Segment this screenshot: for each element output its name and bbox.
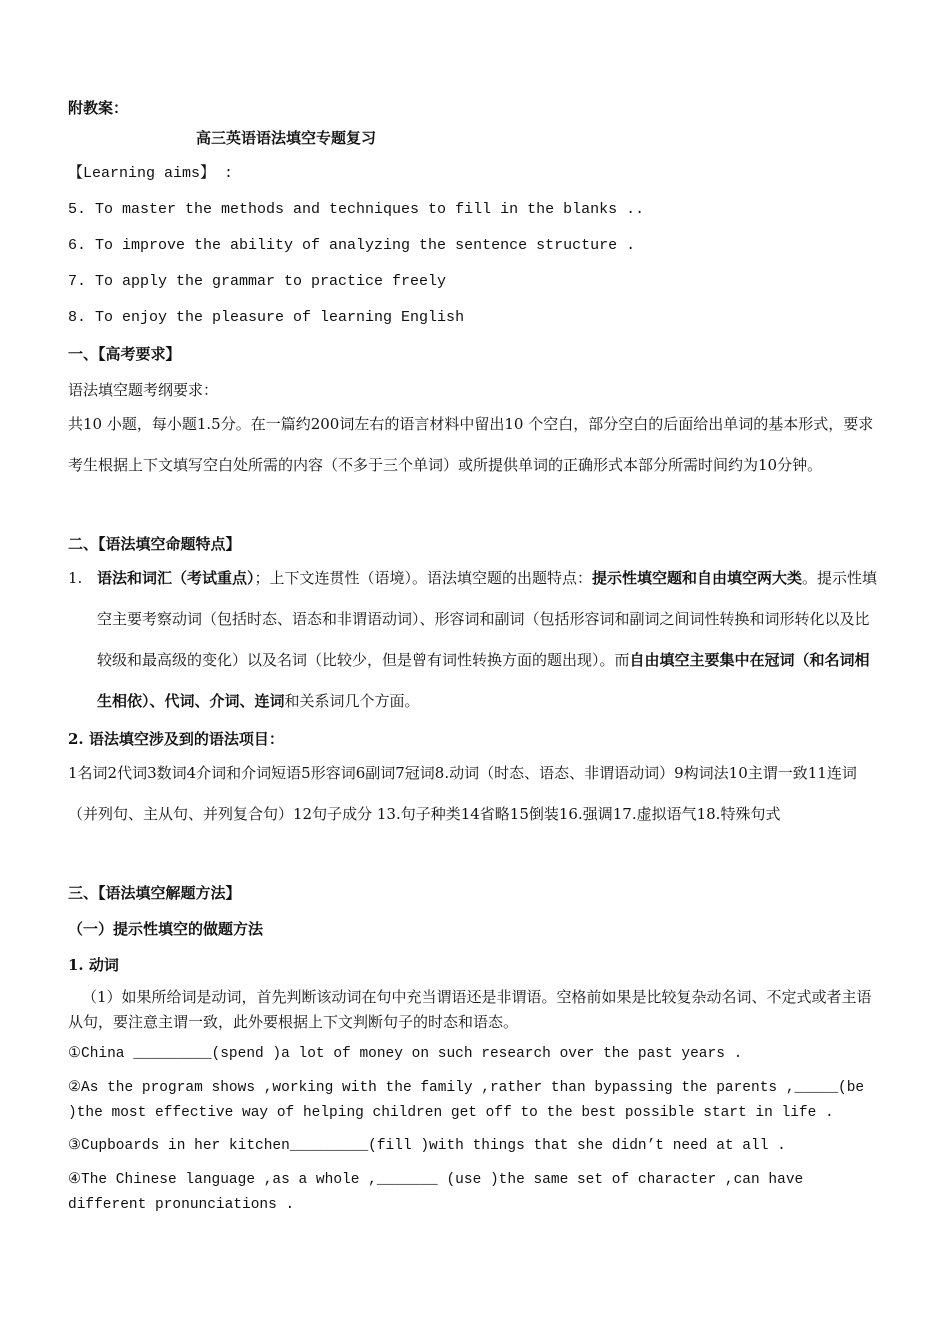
- section-heading: 三、【语法填空解题方法】: [68, 884, 241, 902]
- example-sentence: ③Cupboards in her kitchen_________(fill )with things that she didn’t need at all .: [68, 1138, 786, 1154]
- exam-requirement-text: 共10 小题，每小题1.5分。在一篇约200词左右的语言材料中留出10 个空白，部分空白的后面给出单词的基本形式，要求考生根据上下文填写空白处所需的内容（不多于三个单词）或所提供单词的正确形式本部分所需时间约为10分钟。: [68, 415, 874, 474]
- bold-phrase: 提示性填空题和自由填空两大类: [592, 569, 803, 587]
- aim-item: 7. To apply the grammar to practice freely: [68, 273, 447, 290]
- example-sentence: ①China _________(spend )a lot of money on such research over the past years .: [68, 1046, 743, 1062]
- section-subheading: 语法填空题考纲要求：: [68, 381, 219, 399]
- verb-rule-text: （1）如果所给词是动词，首先判断该动词在句中充当谓语还是非谓语。空格前如果是比较复杂动名词、不定式或者主语从句，要注意主谓一致，此外要根据上下文判断句子的时态和语态。: [68, 988, 872, 1031]
- feature-paragraph: [68, 558, 883, 722]
- section-heading: 一、【高考要求】: [68, 345, 181, 363]
- bold-phrase: 自由填空主要集中在冠词（和名词相生相依）、代词、介词、连词: [97, 651, 870, 710]
- aim-item: 6. To improve the ability of analyzing the sentence structure .: [68, 237, 636, 254]
- grammar-items-text: 1名词2代词3数词4介词和介词短语5形容词6副词7冠词8.动词（时态、语态、非谓语动词）9构词法10主谓一致11连词（并列句、主从句、并列复合句）12句子成分 13.句子种类14省略15倒装16.强调17.虚拟语气18.特殊句式: [68, 764, 857, 823]
- example-sentence: ④The Chinese language ,as a whole ,_______ (use )the same set of character ,can have different pronunciations .: [68, 1172, 804, 1213]
- item-number: 1.: [68, 569, 83, 587]
- plain-text: ；上下文连贯性（语境）。语法填空题的出题特点：: [254, 569, 593, 587]
- section-subheading: 2. 语法填空涉及到的语法项目：: [68, 730, 284, 748]
- plain-text: 和关系词几个方面。: [284, 692, 420, 710]
- aim-item: 5. To master the methods and techniques to fill in the blanks ..: [68, 201, 645, 218]
- section-subheading: 1. 动词: [68, 956, 119, 974]
- aim-item: 8. To enjoy the pleasure of learning English: [68, 309, 465, 326]
- example-sentence: ②As the program shows ,working with the family ,rather than bypassing the parents ,_____(be )the most effective way of helping children get off to the best possible start in life .: [68, 1080, 865, 1121]
- page-title: 高三英语语法填空专题复习: [196, 129, 377, 147]
- section-subheading: （一）提示性填空的做题方法: [68, 920, 264, 938]
- attached-label: 附教案：: [68, 99, 129, 117]
- aims-heading: 【Learning aims】 :: [68, 165, 234, 182]
- bold-phrase: 语法和词汇（考试重点）: [97, 569, 255, 587]
- section-heading: 二、【语法填空命题特点】: [68, 535, 241, 553]
- plain-text: 。提示性填空主要考察动词（包括时态、语态和非谓语动词）、形容词和副词（包括形容词和副词之间词性转换和词形转化以及比较级和最高级的变化）以及名词（比较少，但是曾有词性转换方面的题出现）。而: [97, 569, 878, 669]
